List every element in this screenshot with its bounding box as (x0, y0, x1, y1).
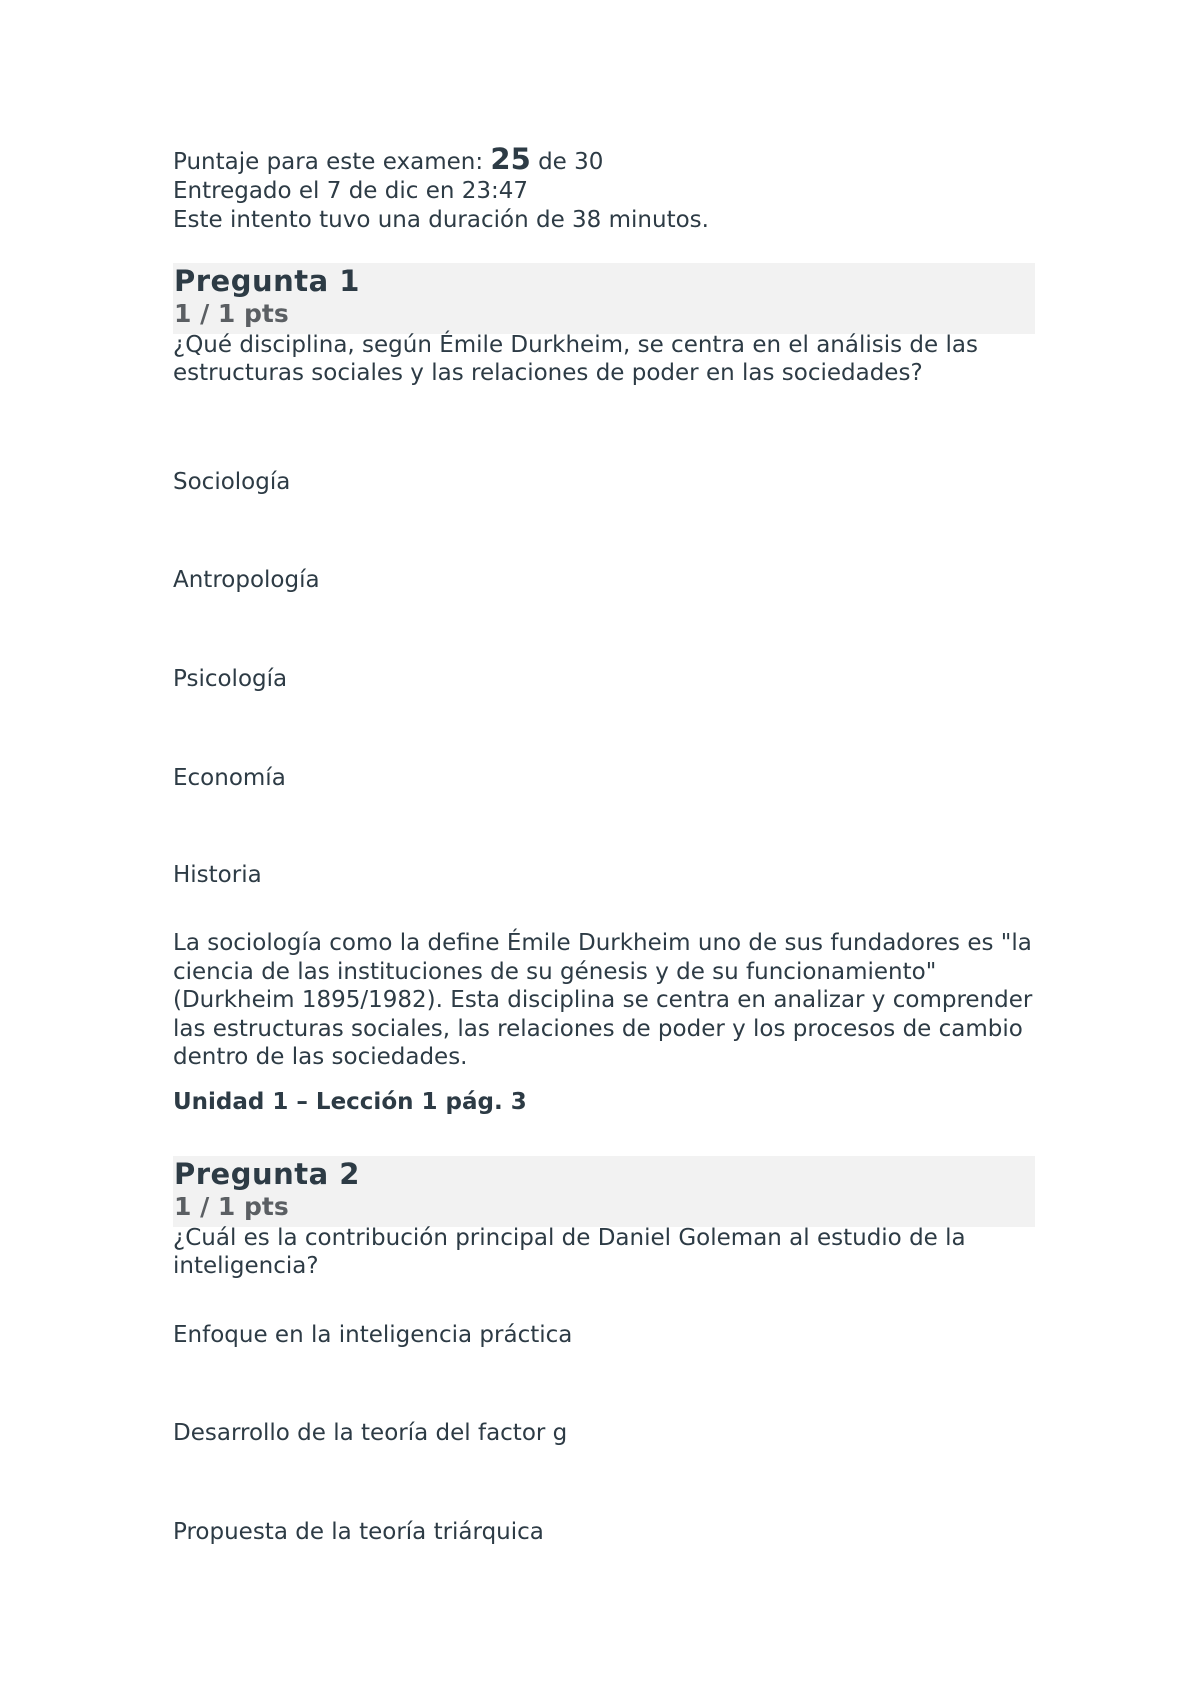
submitted-date: Entregado el 7 de dic en 23:47 (173, 178, 529, 204)
answer-option[interactable]: Economía (173, 765, 286, 791)
question-2 (173, 1156, 1035, 1545)
answer-option[interactable]: Sociología (173, 469, 291, 495)
question-points: 1 / 1 pts (174, 1192, 289, 1221)
exam-results (173, 142, 1035, 1545)
question-header (173, 263, 1035, 334)
question-1 (173, 263, 1035, 1115)
question-text: ¿Qué disciplina, según Émile Durkheim, se centra en el análisis de las estructuras sociales y las relaciones de poder en las sociedades? (173, 332, 978, 386)
question-title: Pregunta 1 (174, 264, 360, 298)
answer-option[interactable]: Psicología (173, 666, 288, 692)
score-label: Puntaje para este examen: (173, 149, 484, 175)
question-title: Pregunta 2 (174, 1157, 360, 1191)
lesson-reference: Unidad 1 – Lección 1 pág. 3 (173, 1089, 527, 1115)
answer-option[interactable]: Historia (173, 862, 262, 888)
attempt-duration: Este intento tuvo una duración de 38 minutos. (173, 207, 709, 233)
question-points: 1 / 1 pts (174, 299, 289, 328)
score-line (173, 142, 1035, 177)
answer-option[interactable]: Antropología (173, 567, 320, 593)
question-header (173, 1156, 1035, 1227)
answer-explanation: La sociología como la define Émile Durkheim uno de sus fundadores es "la ciencia de las instituciones de su génesis y de su funcionamiento" (Durkheim 1895/1982). Esta disciplina se centra en analizar y comprender las estructuras sociales, las relaciones de poder y los procesos de cambio dentro de las sociedades. (173, 930, 1033, 1070)
score-value: 25 (490, 142, 531, 176)
question-text: ¿Cuál es la contribución principal de Daniel Goleman al estudio de la inteligencia? (173, 1225, 966, 1279)
score-total: de 30 (538, 149, 604, 175)
answer-option[interactable]: Enfoque en la inteligencia práctica (173, 1322, 573, 1348)
exam-summary (173, 142, 1035, 235)
answer-option[interactable]: Propuesta de la teoría triárquica (173, 1519, 544, 1545)
answer-option[interactable]: Desarrollo de la teoría del factor g (173, 1420, 568, 1446)
